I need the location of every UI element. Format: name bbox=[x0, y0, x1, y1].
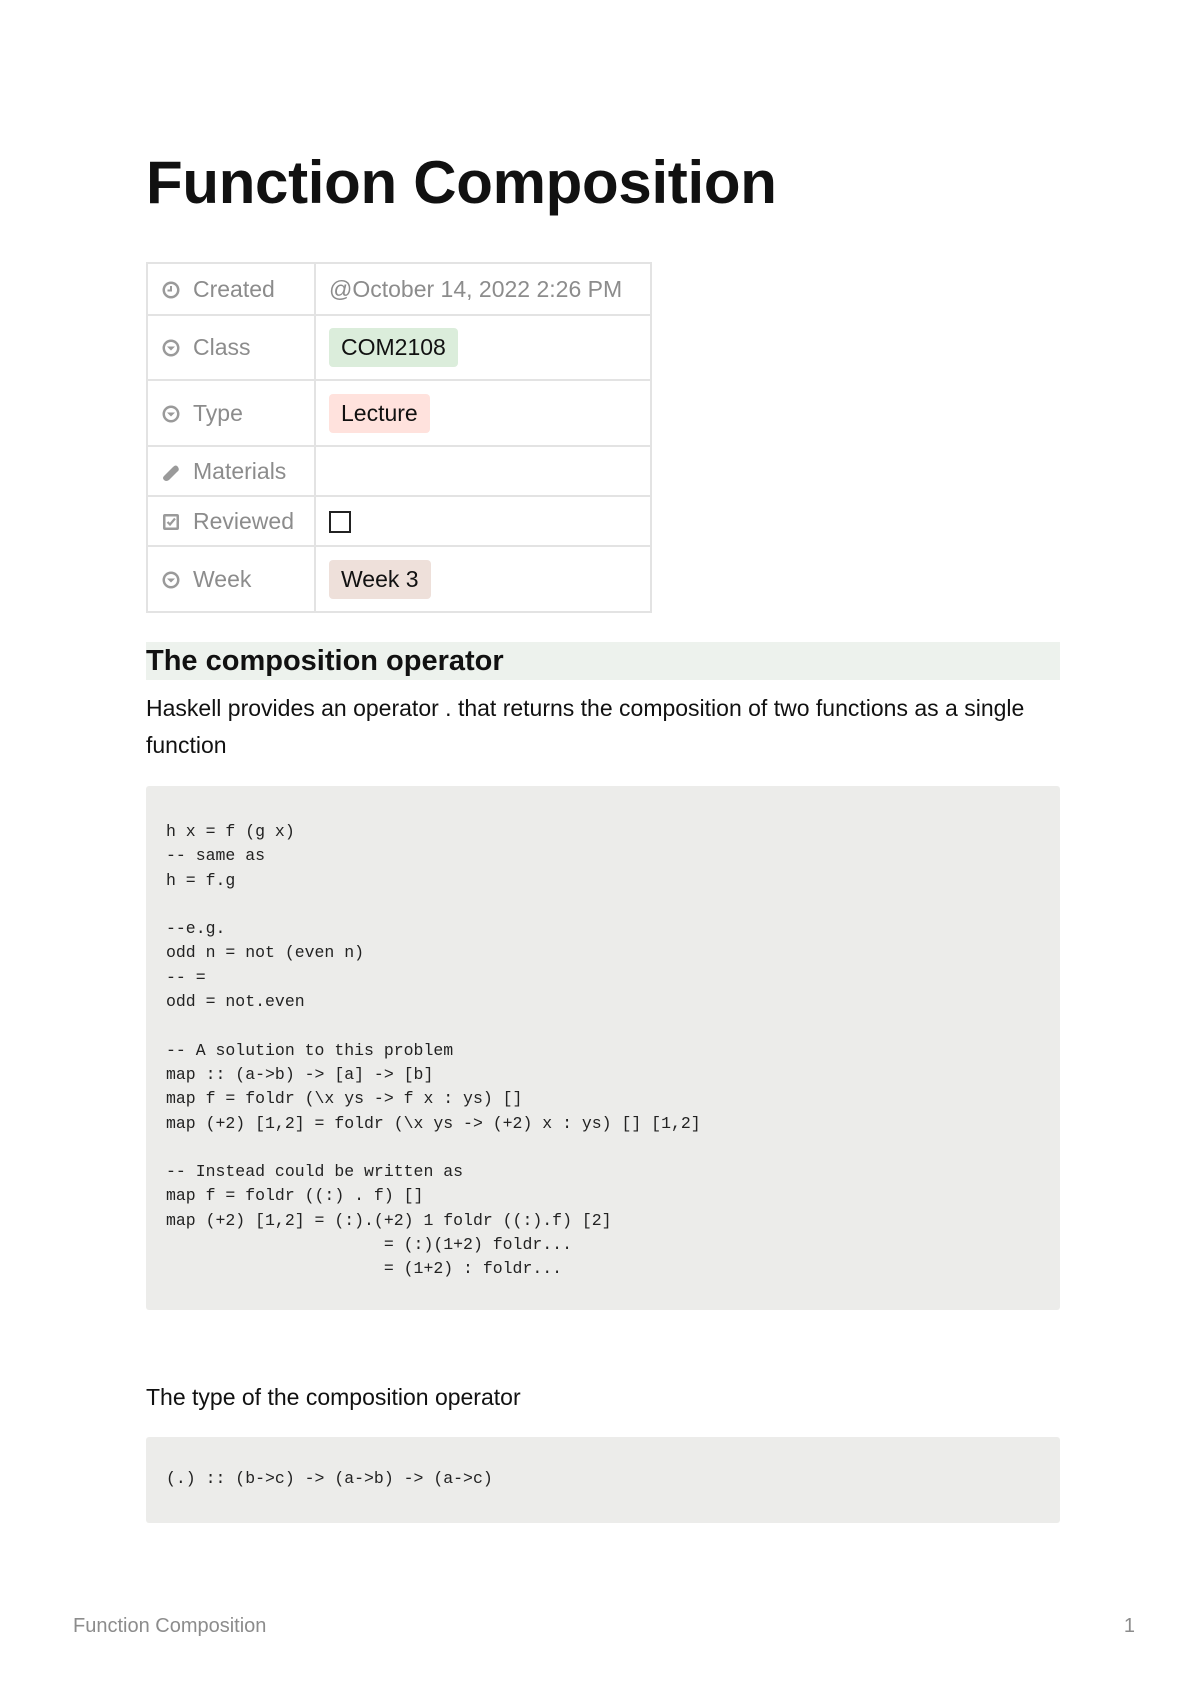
property-key-cell bbox=[147, 546, 315, 612]
page-number: 1 bbox=[1123, 1615, 1135, 1637]
property-label: Week bbox=[193, 565, 252, 592]
reviewed-checkbox[interactable] bbox=[329, 511, 351, 533]
materials-value[interactable] bbox=[315, 446, 651, 496]
property-label: Type bbox=[193, 399, 243, 426]
property-row-materials bbox=[147, 446, 651, 496]
properties-table bbox=[146, 262, 652, 613]
checkbox-icon bbox=[161, 512, 181, 532]
property-label: Class bbox=[193, 334, 251, 360]
property-value-cell[interactable] bbox=[315, 380, 651, 446]
property-value-cell[interactable] bbox=[315, 315, 651, 380]
code-block-type-signature bbox=[146, 1437, 1060, 1523]
property-label: Created bbox=[193, 275, 275, 302]
page-title: Function Composition bbox=[146, 149, 777, 216]
property-key-cell bbox=[147, 263, 315, 315]
class-tag[interactable]: COM2108 bbox=[329, 328, 458, 367]
property-row-class bbox=[147, 315, 651, 380]
property-value-cell bbox=[315, 496, 651, 546]
code-content: h x = f (g x) -- same as h = f.g --e.g. odd n = not (even n) -- = odd = not.even -- A solution to this problem map :: (a->b) -> [a] -> [b] map f = foldr (\x ys -> f x : ys) [] map (+2) [1,2] = foldr (\x ys -> (+2) x : ys) [] [1,2] -- Instead could be written as map f = foldr ((:) . f) [] map (+2) [1,2] = (:).(+2) 1 foldr ((:).f) [2] = (:)(1+2) foldr... = (1+2) : foldr... bbox=[166, 822, 701, 1279]
property-label: Reviewed bbox=[193, 507, 294, 534]
created-value: @October 14, 2022 2:26 PM bbox=[315, 263, 651, 315]
property-key-cell bbox=[147, 380, 315, 446]
property-row-week bbox=[147, 546, 651, 612]
type-tag[interactable]: Lecture bbox=[329, 394, 430, 433]
footer-title: Function Composition bbox=[73, 1615, 267, 1637]
intro-paragraph: Haskell provides an operator . that returns the composition of two functions as a single function bbox=[146, 695, 1025, 758]
property-label: Materials bbox=[193, 457, 287, 484]
type-paragraph: The type of the composition operator bbox=[146, 1384, 521, 1410]
select-icon bbox=[161, 338, 181, 358]
section-heading: The composition operator bbox=[146, 642, 1060, 680]
property-row-reviewed bbox=[147, 496, 651, 546]
property-value-cell[interactable] bbox=[315, 546, 651, 612]
property-key-cell bbox=[147, 496, 315, 546]
select-icon bbox=[161, 404, 181, 424]
select-icon bbox=[161, 570, 181, 590]
paperclip-icon bbox=[161, 462, 181, 482]
property-row-type bbox=[147, 380, 651, 446]
code-block bbox=[146, 786, 1060, 1310]
property-key-cell bbox=[147, 315, 315, 380]
code-content: (.) :: (b->c) -> (a->b) -> (a->c) bbox=[166, 1469, 493, 1488]
week-tag[interactable]: Week 3 bbox=[329, 560, 431, 599]
clock-icon bbox=[161, 280, 181, 300]
property-key-cell bbox=[147, 446, 315, 496]
property-row-created bbox=[147, 263, 651, 315]
